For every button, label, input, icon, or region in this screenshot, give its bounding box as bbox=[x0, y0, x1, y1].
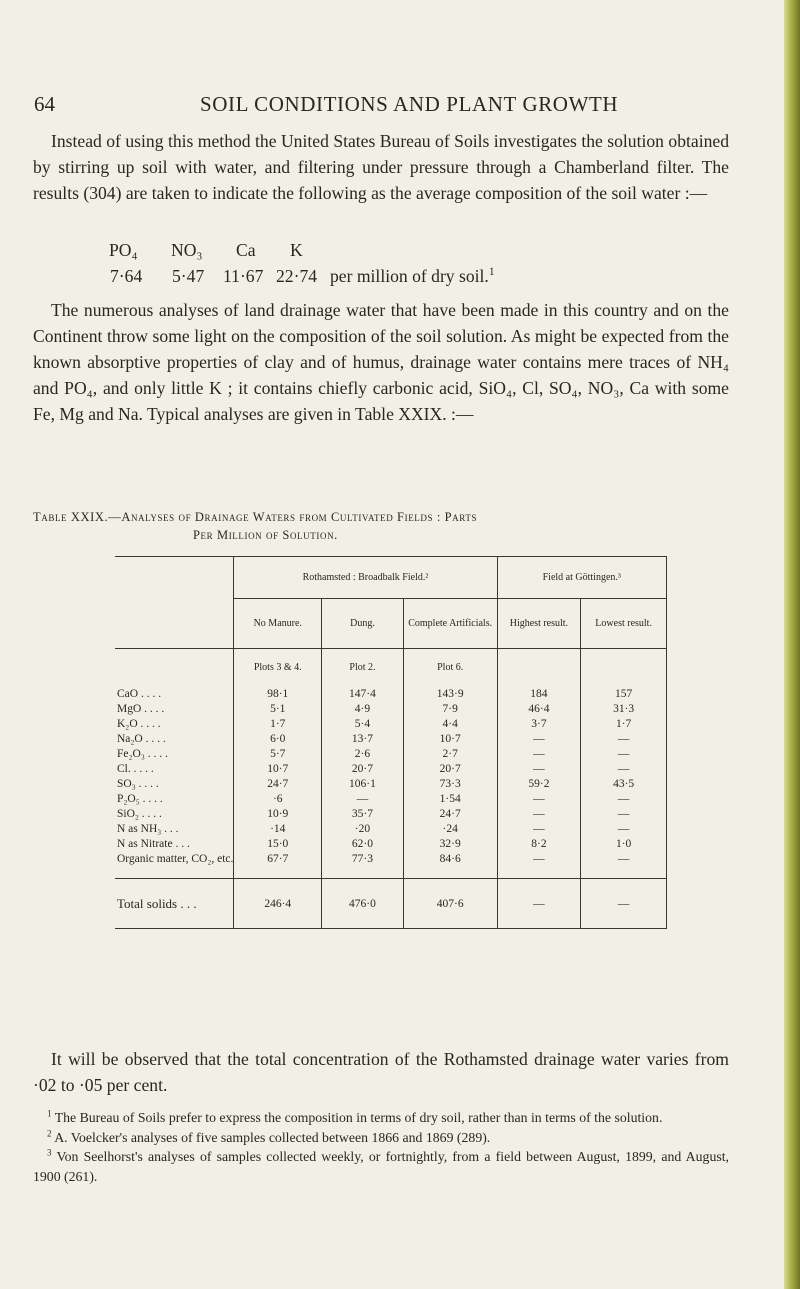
total-value: 476·0 bbox=[322, 879, 404, 929]
table-cell: — bbox=[581, 732, 667, 747]
table-cell: 4·4 bbox=[403, 717, 497, 732]
row-label: P₂O₅ . . . . bbox=[117, 793, 163, 805]
table-row bbox=[115, 792, 667, 807]
table-cell: 59·2 bbox=[497, 777, 581, 792]
row-label: CaO . . . . bbox=[117, 688, 162, 700]
total-value: — bbox=[497, 879, 581, 929]
composition-value: 7·64 bbox=[110, 266, 143, 286]
table-cell: 35·7 bbox=[322, 807, 404, 822]
table-row bbox=[115, 822, 667, 837]
table-corner bbox=[115, 557, 234, 599]
column-header: Dung. bbox=[322, 599, 404, 649]
table-cell: — bbox=[581, 852, 667, 867]
footnote bbox=[33, 1128, 729, 1148]
table-cell: — bbox=[497, 792, 581, 807]
intro-paragraph: Instead of using this method the United States Bureau of Soils investigates the solution obtained by stirring up soil with water, and filtering under pressure through a Chamberland filter. The results (304) are taken to indicate the following as the average composition of the soil water :— bbox=[33, 131, 729, 203]
table-row bbox=[115, 717, 667, 732]
table-row bbox=[115, 732, 667, 747]
composition-tail: per million of dry soil. bbox=[330, 266, 489, 286]
table-cell: 24·7 bbox=[234, 777, 322, 792]
row-label: SO₃ . . . . bbox=[117, 778, 159, 790]
footnote-text: Von Seelhorst's analyses of samples collected weekly, or fortnightly, from a field between August, 1899, and August, 1900 (261). bbox=[33, 1149, 729, 1184]
row-label: N as NH₃ . . . bbox=[117, 823, 179, 835]
row-label: SiO₂ . . . . bbox=[117, 808, 162, 820]
table-cell: 3·7 bbox=[497, 717, 581, 732]
table-cell: — bbox=[581, 747, 667, 762]
total-value: 407·6 bbox=[403, 879, 497, 929]
plot-label bbox=[581, 649, 667, 687]
row-label: Organic matter, CO₂, etc. bbox=[117, 853, 234, 865]
table-spacer bbox=[581, 867, 667, 879]
plot-label bbox=[497, 649, 581, 687]
running-title: SOIL CONDITIONS AND PLANT GROWTH bbox=[200, 92, 619, 116]
table-cell: 2·7 bbox=[403, 747, 497, 762]
row-label: Cl. . . . . bbox=[117, 763, 154, 775]
footnote bbox=[33, 1108, 729, 1128]
table-cell: — bbox=[497, 852, 581, 867]
composition-label: PO₄ bbox=[109, 240, 138, 260]
total-row bbox=[115, 879, 667, 929]
column-header: Highest result. bbox=[497, 599, 581, 649]
footnotes bbox=[33, 1108, 729, 1186]
footnote-mark: 3 bbox=[47, 1147, 52, 1158]
table-caption-line: Table XXIX.—Analyses of Drainage Waters from Cultivated Fields : Parts bbox=[33, 510, 478, 524]
row-label: MgO . . . . bbox=[117, 703, 165, 715]
table-cell: 32·9 bbox=[403, 837, 497, 852]
table-cell: 24·7 bbox=[403, 807, 497, 822]
table-cell: 7·9 bbox=[403, 702, 497, 717]
total-label: Total solids . . . bbox=[115, 879, 234, 929]
table-cell: 1·7 bbox=[581, 717, 667, 732]
page-edge-shading bbox=[784, 0, 800, 1289]
table-spacer bbox=[115, 867, 234, 879]
table-cell: 10·7 bbox=[234, 762, 322, 777]
table-cell: — bbox=[581, 807, 667, 822]
table-cell: ·20 bbox=[322, 822, 404, 837]
table-cell: 15·0 bbox=[234, 837, 322, 852]
table-row bbox=[115, 852, 667, 867]
table-cell: 73·3 bbox=[403, 777, 497, 792]
table-cell: ·14 bbox=[234, 822, 322, 837]
table-cell: 13·7 bbox=[322, 732, 404, 747]
table-cell: 84·6 bbox=[403, 852, 497, 867]
total-value: — bbox=[581, 879, 667, 929]
table-spacer bbox=[234, 867, 322, 879]
table-cell: 67·7 bbox=[234, 852, 322, 867]
table-cell: 1·54 bbox=[403, 792, 497, 807]
table-cell: 77·3 bbox=[322, 852, 404, 867]
drainage-analysis-table bbox=[115, 556, 667, 929]
table-cell: — bbox=[581, 762, 667, 777]
footnote-mark: 1 bbox=[47, 1108, 52, 1119]
group-header-rothamsted: Rothamsted : Broadbalk Field.² bbox=[234, 557, 497, 599]
table-cell: 2·6 bbox=[322, 747, 404, 762]
table-cell: 4·9 bbox=[322, 702, 404, 717]
table-cell: ·6 bbox=[234, 792, 322, 807]
drainage-paragraph: The numerous analyses of land drainage water that have been made in this country and on the Continent throw some light on the composition of the soil solution. As might be expected from the known absorptive properties of clay and of humus, drainage water contains mere traces of NH₄ and PO₄, and only little K ; it contains chiefly carbonic acid, SiO₄, Cl, SO₄, NO₃, Ca with some Fe, Mg and Na. Typical analyses are given in Table XXIX. :— bbox=[33, 300, 729, 424]
composition-unit-text bbox=[330, 266, 495, 287]
table-caption-line: Per Million of Solution. bbox=[193, 528, 338, 542]
table-cell: — bbox=[581, 792, 667, 807]
table-spacer bbox=[322, 867, 404, 879]
table-cell: 147·4 bbox=[322, 687, 404, 702]
table-caption bbox=[33, 508, 729, 544]
table-cell: 46·4 bbox=[497, 702, 581, 717]
table-cell: 5·4 bbox=[322, 717, 404, 732]
table-cell: 8·2 bbox=[497, 837, 581, 852]
footnote-text: A. Voelcker's analyses of five samples collected between 1866 and 1869 (289). bbox=[54, 1129, 491, 1145]
total-value: 246·4 bbox=[234, 879, 322, 929]
table-cell: 98·1 bbox=[234, 687, 322, 702]
row-label: N as Nitrate . . . bbox=[117, 838, 190, 850]
table-cell: — bbox=[497, 732, 581, 747]
table-cell: ·24 bbox=[403, 822, 497, 837]
table-row bbox=[115, 702, 667, 717]
group-header-gottingen: Field at Göttingen.³ bbox=[497, 557, 666, 599]
composition-label: Ca bbox=[236, 240, 256, 260]
composition-value: 11·67 bbox=[223, 266, 264, 286]
table-cell: 62·0 bbox=[322, 837, 404, 852]
footnote bbox=[33, 1147, 729, 1186]
row-label: Fe₂O₃ . . . . bbox=[117, 748, 168, 760]
table-row bbox=[115, 777, 667, 792]
plot-label: Plot 6. bbox=[403, 649, 497, 687]
table-cell: — bbox=[497, 762, 581, 777]
row-label: K₂O . . . . bbox=[117, 718, 161, 730]
table-corner bbox=[115, 599, 234, 649]
table-cell: 6·0 bbox=[234, 732, 322, 747]
table-cell: — bbox=[322, 792, 404, 807]
table-cell: 1·0 bbox=[581, 837, 667, 852]
table-row bbox=[115, 807, 667, 822]
page-number: 64 bbox=[34, 92, 55, 116]
table-cell: 20·7 bbox=[403, 762, 497, 777]
footnote-ref: 1 bbox=[488, 266, 495, 279]
composition-label: K bbox=[290, 240, 303, 260]
table-cell: 20·7 bbox=[322, 762, 404, 777]
table-cell: — bbox=[497, 747, 581, 762]
footnote-mark: 2 bbox=[47, 1127, 52, 1138]
table-spacer bbox=[497, 867, 581, 879]
table-cell: — bbox=[497, 822, 581, 837]
table-cell: 10·7 bbox=[403, 732, 497, 747]
plot-label: Plot 2. bbox=[322, 649, 404, 687]
table-cell: 1·7 bbox=[234, 717, 322, 732]
closing-paragraph: It will be observed that the total concentration of the Rothamsted drainage water varies from ·02 to ·05 per cent. bbox=[33, 1049, 729, 1095]
table-spacer bbox=[403, 867, 497, 879]
composition-value: 22·74 bbox=[276, 266, 318, 286]
table-row bbox=[115, 762, 667, 777]
footnote-text: The Bureau of Soils prefer to express the composition in terms of dry soil, rather than in terms of the solution. bbox=[54, 1110, 663, 1125]
table-cell: 184 bbox=[497, 687, 581, 702]
composition-label: NO₃ bbox=[171, 240, 203, 260]
page-header bbox=[34, 92, 734, 120]
composition-value: 5·47 bbox=[172, 266, 205, 286]
table-cell: 106·1 bbox=[322, 777, 404, 792]
table-corner bbox=[115, 649, 234, 687]
column-header: Complete Artificials. bbox=[403, 599, 497, 649]
table-row bbox=[115, 837, 667, 852]
table-cell: 10·9 bbox=[234, 807, 322, 822]
table-row bbox=[115, 747, 667, 762]
table-cell: — bbox=[497, 807, 581, 822]
table-cell: 157 bbox=[581, 687, 667, 702]
table-body bbox=[115, 687, 667, 867]
table-cell: 5·7 bbox=[234, 747, 322, 762]
table-cell: 43·5 bbox=[581, 777, 667, 792]
plot-label: Plots 3 & 4. bbox=[234, 649, 322, 687]
column-header: Lowest result. bbox=[581, 599, 667, 649]
table-cell: — bbox=[581, 822, 667, 837]
column-header: No Manure. bbox=[234, 599, 322, 649]
table-cell: 5·1 bbox=[234, 702, 322, 717]
table-row bbox=[115, 687, 667, 702]
row-label: Na₂O . . . . bbox=[117, 733, 166, 745]
table-cell: 143·9 bbox=[403, 687, 497, 702]
table-cell: 31·3 bbox=[581, 702, 667, 717]
